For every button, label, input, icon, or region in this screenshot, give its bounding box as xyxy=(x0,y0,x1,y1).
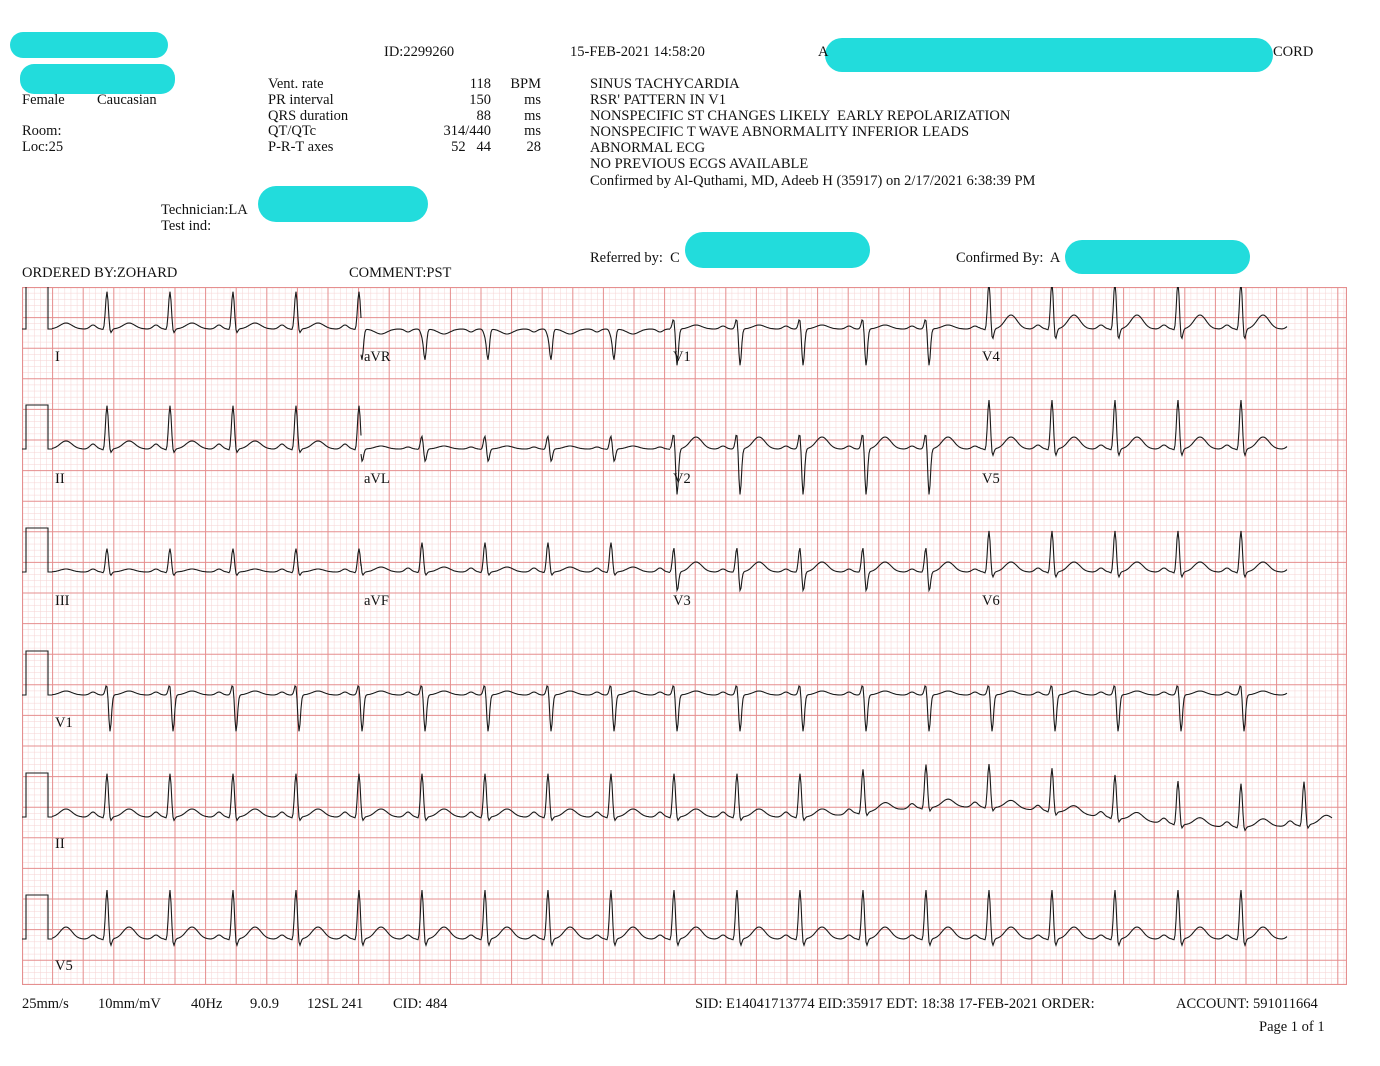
measurement-unit: ms xyxy=(524,92,541,108)
gain-setting: 10mm/mV xyxy=(98,996,161,1012)
lead-V3-trace xyxy=(670,548,979,590)
rhythm-V5-trace xyxy=(52,890,1287,945)
page-number: Page 1 of 1 xyxy=(1259,1019,1325,1035)
lead-V1-trace xyxy=(670,320,979,365)
filter-setting: 40Hz xyxy=(191,996,223,1012)
interpretation-line: RSR' PATTERN IN V1 xyxy=(590,92,726,108)
interpretation-line: NONSPECIFIC ST CHANGES LIKELY EARLY REPOLARIZATION xyxy=(590,108,1011,124)
measurement-value: 314/440 xyxy=(443,123,491,139)
interpretation-line: SINUS TACHYCARDIA xyxy=(590,76,740,92)
redaction-mark xyxy=(258,186,428,222)
test-indication-label: Test ind: xyxy=(161,218,212,234)
lead-label-II: II xyxy=(55,471,65,487)
lead-label-aVL: aVL xyxy=(364,471,390,487)
grid-minor-lines xyxy=(22,287,1347,985)
lead-label-V3: V3 xyxy=(673,593,691,609)
measurement-unit: ms xyxy=(524,108,541,124)
measurement-unit: 28 xyxy=(526,139,541,155)
technician-label: Technician:LA xyxy=(161,202,248,218)
interpretation-line: NONSPECIFIC T WAVE ABNORMALITY INFERIOR LEADS xyxy=(590,124,970,140)
software-version: 9.0.9 xyxy=(250,996,279,1012)
measurement-label: Vent. rate xyxy=(268,76,324,92)
room-label: Room: xyxy=(22,123,62,139)
calibration-pulse xyxy=(22,405,52,449)
lead-I-trace xyxy=(52,292,361,333)
paper-speed: 25mm/s xyxy=(22,996,69,1012)
calibration-pulse xyxy=(22,651,52,695)
confirmed-by-label: Confirmed By: A xyxy=(956,250,1061,266)
redaction-mark xyxy=(1065,240,1250,274)
lead-label-I: I xyxy=(55,349,60,365)
lead-II-trace xyxy=(52,406,361,453)
lead-label-V5: V5 xyxy=(982,471,1000,487)
measurement-value: 118 xyxy=(469,76,491,92)
measurement-label: QRS duration xyxy=(268,108,349,124)
lead-label-V2: V2 xyxy=(673,471,691,487)
measurement-value: 88 xyxy=(476,108,491,124)
rhythm-label-II: II xyxy=(55,836,65,852)
patient-sex: Female xyxy=(22,92,65,108)
calibration-pulse xyxy=(22,895,52,939)
redaction-mark xyxy=(20,64,175,94)
lead-label-V6: V6 xyxy=(982,593,1000,609)
measurement-unit: ms xyxy=(524,123,541,139)
lead-V2-trace xyxy=(670,435,979,494)
patient-race: Caucasian xyxy=(97,92,157,108)
redaction-mark xyxy=(825,38,1273,72)
comment-label: COMMENT:PST xyxy=(349,265,452,281)
institution-prefix: A xyxy=(818,44,829,60)
lead-label-V1: V1 xyxy=(673,349,691,365)
lead-label-III: III xyxy=(55,593,70,609)
ordered-by-label: ORDERED BY:ZOHARD xyxy=(22,265,178,281)
measurement-value: 52 44 xyxy=(451,139,491,155)
rhythm-label-V5: V5 xyxy=(55,958,73,974)
measurement-label: PR interval xyxy=(268,92,334,108)
referred-by-label: Referred by: C xyxy=(590,250,680,266)
patient-id: ID:2299260 xyxy=(384,44,455,60)
lead-label-aVR: aVR xyxy=(364,349,391,365)
ecg-grid xyxy=(22,287,1347,985)
rhythm-V1-trace xyxy=(52,686,1287,731)
redaction-mark xyxy=(685,232,870,268)
acquisition-datetime: 15-FEB-2021 14:58:20 xyxy=(570,44,705,60)
rhythm-II-trace xyxy=(52,764,1332,830)
measurement-label: P-R-T axes xyxy=(268,139,334,155)
rhythm-label-V1: V1 xyxy=(55,715,73,731)
redaction-mark xyxy=(10,32,168,58)
measurement-label: QT/QTc xyxy=(268,123,317,139)
cid-label: CID: 484 xyxy=(393,996,448,1012)
lead-label-V4: V4 xyxy=(982,349,1000,365)
confirmation-line: Confirmed by Al-Quthami, MD, Adeeb H (35917) on 2/17/2021 6:38:39 PM xyxy=(590,173,1036,189)
institution-suffix: CORD xyxy=(1273,44,1314,60)
measurement-unit: BPM xyxy=(510,76,541,92)
interpretation-line: NO PREVIOUS ECGS AVAILABLE xyxy=(590,156,809,172)
interpretation-line: ABNORMAL ECG xyxy=(590,140,706,156)
lead-V4-trace xyxy=(979,287,1287,338)
location-label: Loc:25 xyxy=(22,139,64,155)
lead-label-aVF: aVF xyxy=(364,593,389,609)
account-label: ACCOUNT: 591011664 xyxy=(1176,996,1318,1012)
measurement-value: 150 xyxy=(469,92,491,108)
sid-line: SID: E14041713774 EID:35917 EDT: 18:38 17-FEB-2021 ORDER: xyxy=(695,996,1095,1012)
device-model: 12SL 241 xyxy=(307,996,364,1012)
